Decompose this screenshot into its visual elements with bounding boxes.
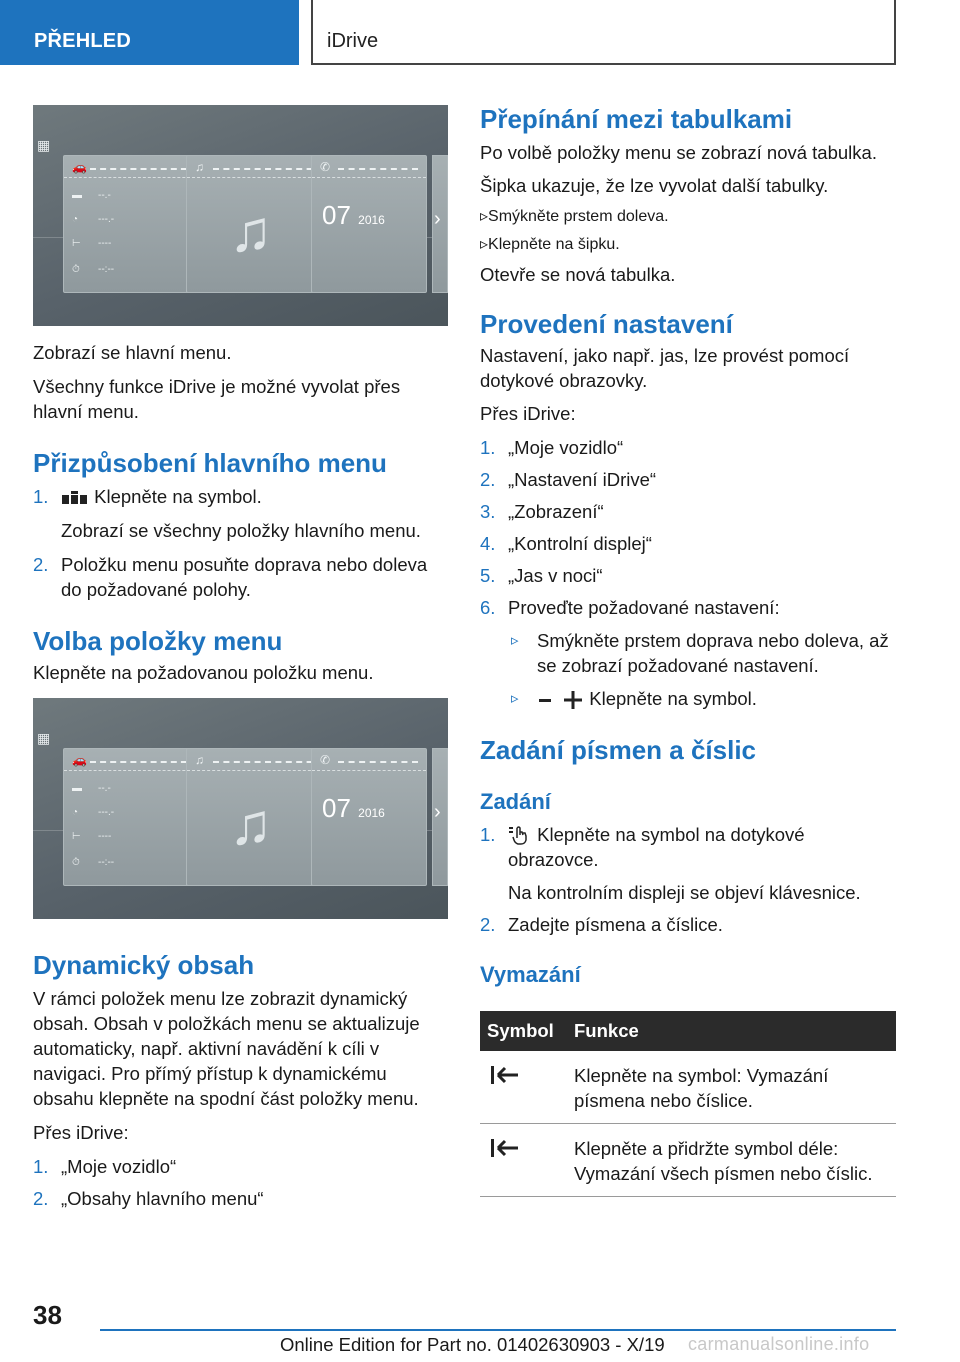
select-menu-item-heading: Volba položky menu xyxy=(33,626,283,656)
backspace-icon xyxy=(487,1065,521,1085)
function-column-header: Funkce xyxy=(567,1011,896,1051)
dynamic-content-text: V rámci položek menu lze zobrazit dynamický obsah. Obsah v položkách menu se aktualizuje automaticky, např. aktivní navádění k cíli v navigaci. Pro přímý přístup k dynamickému obsahu klepněte na spodní část položky menu. xyxy=(33,988,420,1109)
via-idrive-label: Přes iDrive: xyxy=(480,403,576,424)
header-section-tab xyxy=(0,0,299,65)
list-item: 4. „Kontrolní displej“ xyxy=(480,533,652,554)
bullet-triangle-icon: ▹ xyxy=(480,236,489,253)
list-item: ▹Klepněte na šipku. xyxy=(480,236,620,253)
music-note-large-icon: ♫ xyxy=(229,199,273,264)
list-item: ▹Smýkněte prstem doleva. xyxy=(480,208,669,225)
list-item: ▹ Smýkněte prstem doprava nebo doleva, až se zobrazí požadované nastavení. xyxy=(511,630,889,676)
list-item: ▹ Klepněte na symbol. xyxy=(511,688,757,709)
input-heading: Zadání písmen a číslic xyxy=(480,735,756,765)
list-item: 1. „Moje vozidlo“ xyxy=(33,1156,177,1177)
idrive-menu-item-screenshot xyxy=(33,698,448,919)
header-chapter-tab xyxy=(311,0,896,65)
plus-icon xyxy=(562,690,584,710)
header-section-label: PŘEHLED xyxy=(34,30,131,52)
function-cell: Klepněte a přidržte symbol déle: Vymazání všech písmen nebo číslic. xyxy=(567,1124,896,1197)
car-icon: 🚗 xyxy=(72,753,87,767)
menu-grid-icon: ▦ xyxy=(37,137,51,153)
music-note-large-icon: ♫ xyxy=(229,792,273,857)
table-row xyxy=(480,1124,896,1197)
list-item: 2. „Obsahy hlavního menu“ xyxy=(33,1188,264,1209)
phone-panel: ✆ 07 2016 xyxy=(311,155,427,293)
switch-tables-text-2: Šipka ukazuje, že lze vyvolat další tabulky. xyxy=(480,175,829,196)
switch-tables-heading: Přepínání mezi tabulkami xyxy=(480,104,793,134)
footer-watermark: carmanualsonline.info xyxy=(688,1334,870,1354)
customize-menu-heading: Přizpůsobení hlavního menu xyxy=(33,448,387,478)
music-note-icon: ♫ xyxy=(195,160,204,174)
list-item: 1. Klepněte na symbol. Zobrazí se všechny položky hlavního menu. xyxy=(33,486,421,541)
list-item: 3. „Zobrazení“ xyxy=(480,501,604,522)
symbol-cell xyxy=(480,1051,567,1124)
bullet-triangle-icon: ▹ xyxy=(511,690,519,707)
vehicle-panel: 🚗 ▬ --.- ◔ ---.- ⊢ ---- ⏱ --:-- xyxy=(63,748,206,886)
settings-heading: Provedení nastavení xyxy=(480,309,733,339)
chevron-right-icon: › xyxy=(434,208,441,230)
car-icon: 🚗 xyxy=(72,160,87,174)
minus-icon xyxy=(537,693,557,707)
function-cell: Klepněte na symbol: Vymazání písmena nebo číslice. xyxy=(567,1051,896,1124)
next-table-arrow xyxy=(432,155,448,293)
symbol-column-header: Symbol xyxy=(480,1011,567,1051)
list-item: 1. „Moje vozidlo“ xyxy=(480,437,624,458)
touch-keyboard-icon xyxy=(508,826,532,846)
list-item: 5. „Jas v noci“ xyxy=(480,565,603,586)
table-row xyxy=(480,1051,896,1124)
music-note-icon: ♫ xyxy=(195,753,204,767)
main-menu-all-functions-text: Všechny funkce iDrive je možné vyvolat přes hlavní menu. xyxy=(33,376,401,422)
bullet-triangle-icon: ▹ xyxy=(511,632,519,649)
next-table-arrow xyxy=(432,748,448,886)
symbol-cell xyxy=(480,1124,567,1197)
delete-subheading: Vymazání xyxy=(480,962,581,987)
phone-icon: ✆ xyxy=(320,753,331,767)
menu-grid-icon: ▦ xyxy=(37,730,51,746)
input-subheading: Zadání xyxy=(480,789,551,814)
header-chapter-label: iDrive xyxy=(327,30,379,52)
delete-symbol-table xyxy=(480,1011,896,1197)
list-item: 2. Položku menu posuňte doprava nebo doleva do požadované polohy. xyxy=(33,554,428,600)
list-item: 2. „Nastavení iDrive“ xyxy=(480,469,657,490)
phone-panel: ✆ 07 2016 xyxy=(311,748,427,886)
new-table-opens-text: Otevře se nová tabulka. xyxy=(480,264,676,285)
menu-tiles-icon xyxy=(61,491,89,505)
table-header-row xyxy=(480,1011,896,1051)
footer-divider xyxy=(100,1329,896,1331)
list-item: 6. Proveďte požadované nastavení: xyxy=(480,597,780,618)
chevron-right-icon: › xyxy=(434,801,441,823)
bullet-triangle-icon: ▹ xyxy=(480,208,489,225)
backspace-icon xyxy=(487,1138,521,1158)
via-idrive-label: Přes iDrive: xyxy=(33,1122,129,1143)
settings-text: Nastavení, jako např. jas, lze provést pomocí dotykové obrazovky. xyxy=(480,345,850,391)
switch-tables-text-1: Po volbě položky menu se zobrazí nová tabulka. xyxy=(480,142,877,163)
vehicle-panel: 🚗 ▬ --.- ◔ ---.- ⊢ ---- ⏱ --:-- xyxy=(63,155,206,293)
page-number: 38 xyxy=(33,1300,62,1330)
footer-edition: Online Edition for Part no. 01402630903 - X/19 xyxy=(280,1334,665,1355)
select-menu-item-text: Klepněte na požadovanou položku menu. xyxy=(33,662,374,683)
list-item: 1. Klepněte na symbol na dotykové obrazovce. Na kontrolním displeji se objeví klávesnice. xyxy=(480,824,861,903)
idrive-main-menu-screenshot xyxy=(33,105,448,326)
phone-icon: ✆ xyxy=(320,160,331,174)
dynamic-content-heading: Dynamický obsah xyxy=(33,950,255,980)
list-item: 2. Zadejte písmena a číslice. xyxy=(480,914,723,935)
main-menu-shown-text: Zobrazí se hlavní menu. xyxy=(33,342,232,363)
